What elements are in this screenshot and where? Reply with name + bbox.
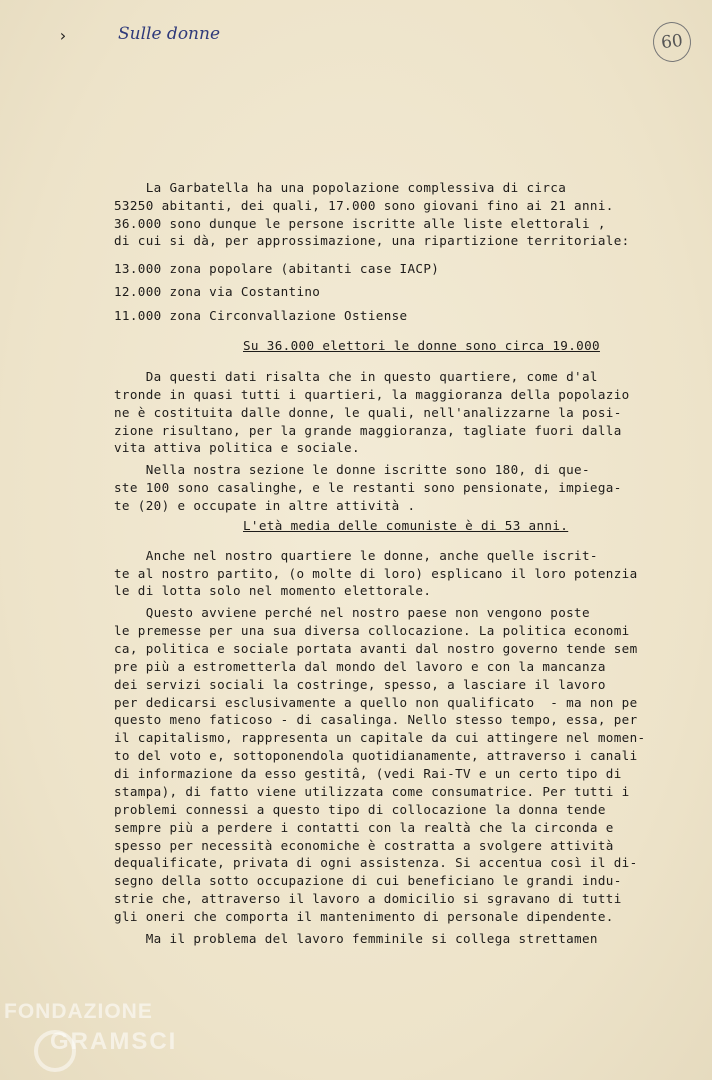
text-line: 53250 abitanti, dei quali, 17.000 sono giovani fino ai 21 anni. [114, 198, 614, 213]
text-line: stampa), di fatto viene utilizzata come consumatrice. Per tutti i [114, 784, 630, 799]
text-line: strie che, attraverso il lavoro a domicilio si sgravano di tutti [114, 891, 622, 906]
watermark-line-1: FONDAZIONE [4, 1000, 153, 1023]
text-line: Questo avviene perché nel nostro paese non vengono poste [114, 605, 590, 620]
text-line: te (20) e occupate in altre attività . [114, 498, 416, 513]
text-line: dequalificate, privata di ogni assistenza. Si accentua così il di- [114, 855, 638, 870]
text-line: per dedicarsi esclusivamente a quello non qualificato - ma non pe [114, 695, 638, 710]
margin-mark: › [58, 26, 68, 45]
text-line: to del voto e, sottoponendola quotidianamente, attraverso i canali [114, 748, 638, 763]
text-line: di cui si dà, per approssimazione, una ripartizione territoriale: [114, 233, 630, 248]
text-line: spesso per necessità economiche è costratta a svolgere attività [114, 838, 614, 853]
text-line: segno della sotto occupazione di cui beneficiano le grandi indu- [114, 873, 622, 888]
text-line: vita attiva politica e sociale. [114, 440, 360, 455]
text-line: Da questi dati risalta che in questo quartiere, come d'al [114, 369, 598, 384]
text-line: ca, politica e sociale portata avanti dal nostro governo tende sem [114, 641, 638, 656]
page-number: 60 [651, 20, 693, 64]
text-line: questo meno faticoso - di casalinga. Nello stesso tempo, essa, per [114, 712, 638, 727]
list-line: 11.000 zona Circonvallazione Ostiense [114, 308, 408, 323]
text-line: Ma il problema del lavoro femminile si collega strettamen [114, 931, 598, 946]
text-line: te al nostro partito, (o molte di loro) esplicano il loro potenzia [114, 566, 638, 581]
text-line: Anche nel nostro quartiere le donne, anche quelle iscrit- [114, 548, 598, 563]
text-line: pre più a estrometterla dal mondo del lavoro e con la mancanza [114, 659, 606, 674]
text-line: problemi connessi a questo tipo di collocazione la donna tende [114, 802, 606, 817]
text-line: La Garbatella ha una popolazione complessiva di circa [114, 180, 567, 195]
text-line: dei servizi sociali la costringe, spesso, a lasciare il lavoro [114, 677, 606, 692]
text-line: zione risultano, per la grande maggioranza, tagliate fuori dalla [114, 423, 622, 438]
section-heading: Su 36.000 elettori le donne sono circa 19.000 [243, 338, 600, 353]
fondazione-gramsci-watermark [4, 1000, 204, 1055]
text-line: gli oneri che comporta il mantenimento di personale dipendente. [114, 909, 614, 924]
text-line: ste 100 sono casalinghe, e le restanti sono pensionate, impiega- [114, 480, 622, 495]
text-line: le di lotta solo nel momento elettorale. [114, 583, 432, 598]
text-line: il capitalismo, rappresenta un capitale da cui attingere nel momen- [114, 730, 646, 745]
section-heading: L'età media delle comuniste è di 53 anni. [243, 518, 569, 533]
text-line: Nella nostra sezione le donne iscritte sono 180, di que- [114, 462, 590, 477]
list-line: 12.000 zona via Costantino [114, 284, 321, 299]
text-line: di informazione da esso gestitâ, (vedi Rai-TV e un certo tipo di [114, 766, 622, 781]
handwritten-title: Sulle donne [118, 24, 221, 44]
text-line: ne è costituita dalle donne, le quali, nell'analizzarne la posi- [114, 405, 622, 420]
text-line: le premesse per una sua diversa collocazione. La politica economi [114, 623, 630, 638]
text-line: sempre più a perdere i contatti con la realtà che la circonda e [114, 820, 614, 835]
text-line: 36.000 sono dunque le persone iscritte alle liste elettorali , [114, 216, 606, 231]
list-line: 13.000 zona popolare (abitanti case IACP) [114, 261, 440, 276]
watermark-line-2: GRAMSCI [50, 1028, 178, 1055]
text-line: tronde in quasi tutti i quartieri, la maggioranza della popolazio [114, 387, 630, 402]
